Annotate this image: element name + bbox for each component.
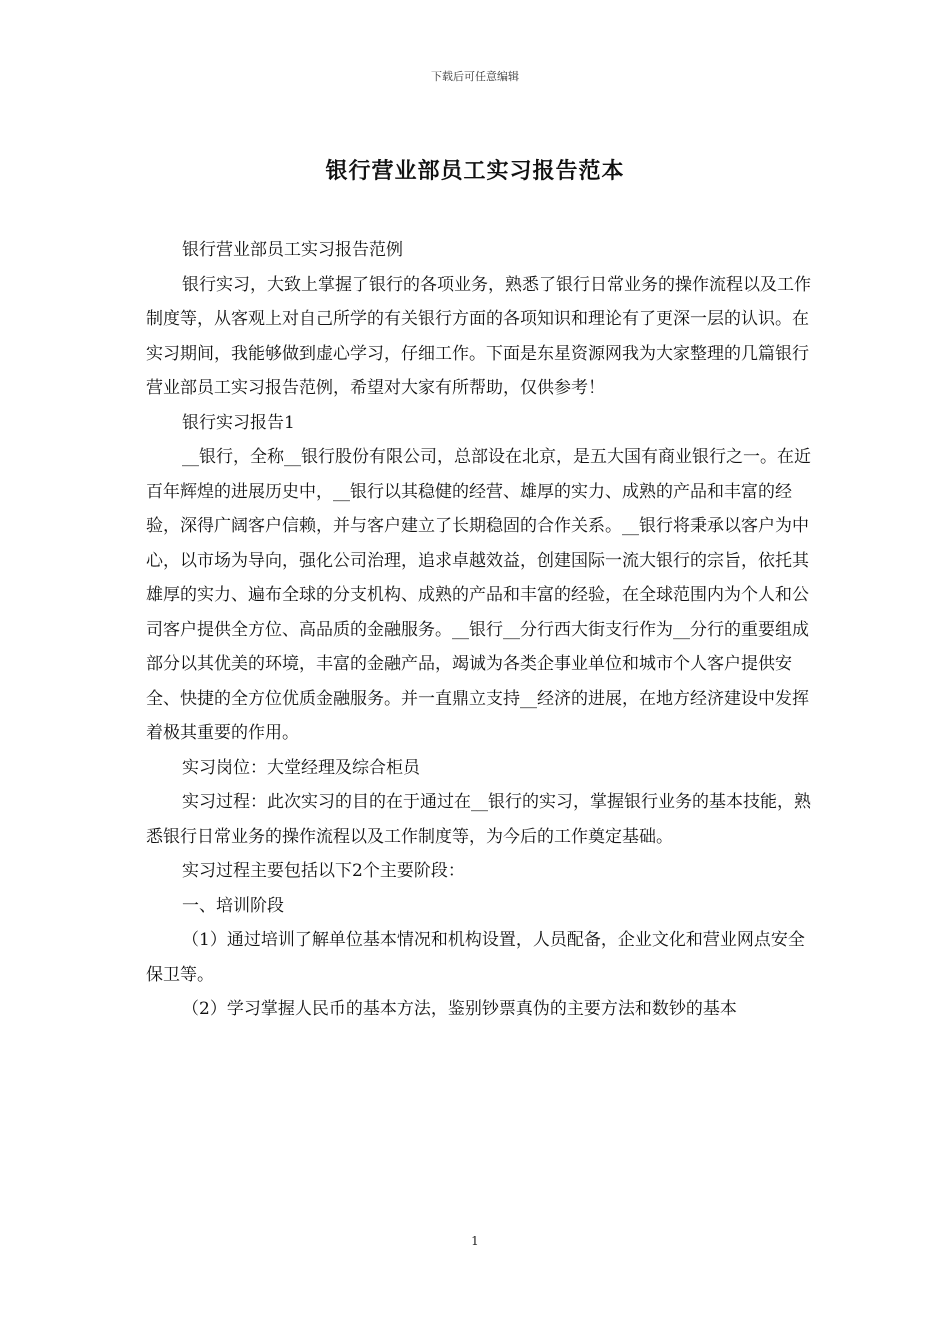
paragraph-process: 实习过程：此次实习的目的在于通过在__银行的实习，掌握银行业务的基本技能，熟悉银行日常业务的操作流程以及工作制度等，为今后的工作奠定基础。 [146,792,811,847]
paragraph-report-heading: 银行实习报告1 [182,412,295,433]
paragraph-intro: 银行实习，大致上掌握了银行的各项业务，熟悉了银行日常业务的操作流程以及工作制度等，从客观上对自己所学的有关银行方面的各项知识和理论有了更深一层的认识。在实习期间，我能够做到虚心学习，仔细工作。下面是东星资源网我为大家整理的几篇银行营业部员工实习报告范例，希望对大家有所帮助，仅供参考！ [146,274,811,398]
paragraph-stages: 实习过程主要包括以下2个主要阶段： [182,861,465,881]
paragraph-position: 实习岗位：大堂经理及综合柜员 [182,757,420,778]
paragraph-training-item-1: （1）通过培训了解单位基本情况和机构设置，人员配备，企业文化和营业网点安全保卫等。 [146,930,805,985]
page-header: 下载后可任意编辑 [431,70,519,83]
document-body [146,233,814,1027]
document-title: 银行营业部员工实习报告范本 [325,158,625,184]
paragraph-training-heading: 一、培训阶段 [182,895,284,916]
paragraph-training-item-2: （2）学习掌握人民币的基本方法，鉴别钞票真伪的主要方法和数钞的基本 [182,999,737,1019]
paragraph-bank-description: __银行，全称__银行股份有限公司，总部设在北京，是五大国有商业银行之一。在近百年辉煌的进展历史中，__银行以其稳健的经营、雄厚的实力、成熟的产品和丰富的经验，深得广阔客户信赖，并与客户建立了长期稳固的合作关系。__银行将秉承以客户为中心，以市场为导向，强化公司治理，追求卓越效益，创建国际一流大银行的宗旨，依托其雄厚的实力、遍布全球的分支机构、成熟的产品和丰富的经验，在全球范围内为个人和公司客户提供全方位、高品质的金融服务。__银行__分行西大街支行作为__分行的重要组成部分以其优美的环境，丰富的金融产品，竭诚为各类企事业单位和城市个人客户提供安全、快捷的全方位优质金融服务。并一直鼎立支持__经济的进展，在地方经济建设中发挥着极其重要的作用。 [146,447,811,743]
page-number: 1 [471,1234,479,1248]
paragraph-subtitle: 银行营业部员工实习报告范例 [182,240,403,260]
